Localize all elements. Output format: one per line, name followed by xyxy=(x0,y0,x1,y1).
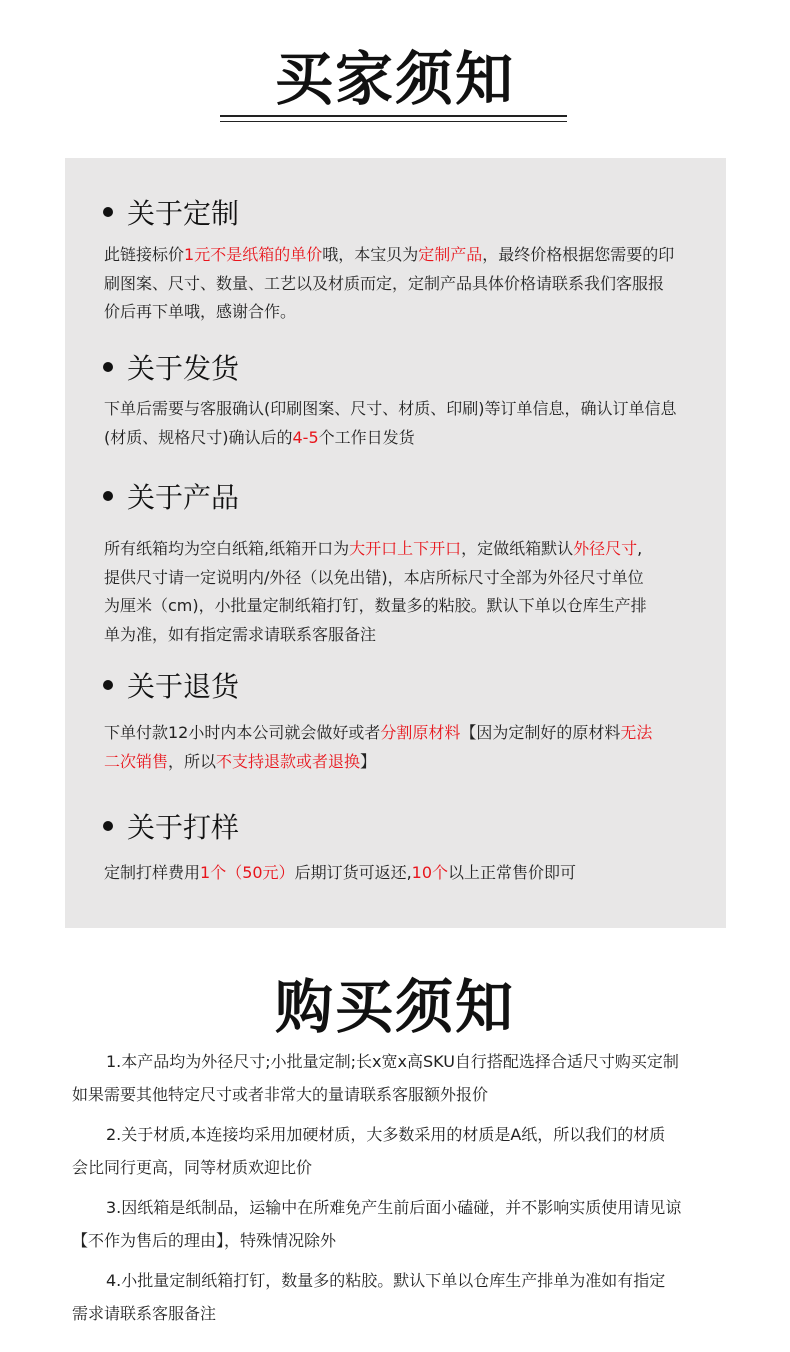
body-text: 以上正常售价即可 xyxy=(448,863,577,882)
bullet-icon xyxy=(103,680,113,690)
body-line xyxy=(104,270,714,299)
section-body-sampling xyxy=(104,859,714,888)
body-text: 】 xyxy=(360,751,377,771)
body-text: , xyxy=(637,539,643,558)
highlight-text: 1个（50元） xyxy=(200,863,295,882)
notice-rest-line: 需求请联系客服备注 xyxy=(72,1304,217,1323)
body-line xyxy=(104,719,714,748)
body-line xyxy=(104,298,714,327)
body-line xyxy=(104,535,714,564)
section-heading-label: 关于打样 xyxy=(127,811,240,844)
notice-rest-line: 如果需要其他特定尺寸或者非常大的量请联系客服额外报价 xyxy=(72,1085,489,1104)
body-line xyxy=(104,859,714,888)
notice-rest-line: 会比同行更高，同等材质欢迎比价 xyxy=(72,1158,313,1177)
page-title-purchase-notice: 购买须知 xyxy=(274,973,515,1041)
bullet-icon xyxy=(103,821,113,831)
section-heading-shipping xyxy=(103,347,239,387)
title-divider xyxy=(220,115,567,122)
body-text: ，所以 xyxy=(168,751,217,771)
body-line xyxy=(104,395,714,424)
notice-first-line: 3.因纸箱是纸制品，运输中在所难免产生前后面小磕碰，并不影响实质使用请见谅 xyxy=(106,1198,682,1217)
highlight-text: 4-5 xyxy=(292,427,319,447)
highlight-text: 不支持退款或者退换 xyxy=(216,751,361,771)
body-text: ，最终价格根据您需要的印 xyxy=(482,245,675,264)
body-text: 所有纸箱均为空白纸箱,纸箱开口为 xyxy=(104,539,350,558)
body-text: 哦，本宝贝为 xyxy=(322,245,419,264)
notice-item xyxy=(72,1118,732,1184)
page-title-buyer-notice: 买家须知 xyxy=(274,45,515,113)
body-text: (材质、规格尺寸)确认后的 xyxy=(104,427,293,447)
body-text: 定制打样费用 xyxy=(104,863,201,882)
body-text: 单为准，如有指定需求请联系客服备注 xyxy=(104,624,377,644)
section-body-custom xyxy=(104,241,714,327)
highlight-text: 外径尺寸 xyxy=(573,539,638,558)
notice-item xyxy=(72,1045,732,1111)
body-text: 刷图案、尺寸、数量、工艺以及材质而定，定制产品具体价格请联系我们客服报 xyxy=(104,273,665,293)
body-line xyxy=(104,424,714,453)
body-line xyxy=(104,241,714,270)
body-text: ，定做纸箱默认 xyxy=(461,539,574,558)
body-text: 为厘米（cm)，小批量定制纸箱打钉，数量多的粘胶。默认下单以仓库生产排 xyxy=(104,596,647,615)
bullet-icon xyxy=(103,491,113,501)
section-body-product xyxy=(104,535,714,649)
body-text: 此链接标价 xyxy=(104,245,185,264)
body-text: 个工作日发货 xyxy=(318,427,415,447)
body-line xyxy=(104,748,714,777)
notice-rest-line: 【不作为售后的理由】，特殊情况除外 xyxy=(72,1231,337,1250)
highlight-text: 二次销售 xyxy=(104,751,169,771)
notice-first-line: 4.小批量定制纸箱打钉，数量多的粘胶。默认下单以仓库生产排单为准如有指定 xyxy=(106,1271,666,1290)
body-text: 【因为定制好的原材料 xyxy=(460,723,621,742)
notice-first-line: 1.本产品均为外径尺寸;小批量定制;长x宽x高SKU自行搭配选择合适尺寸购买定制 xyxy=(106,1052,679,1071)
notice-item xyxy=(72,1191,732,1257)
bullet-icon xyxy=(103,362,113,372)
body-text: 后期订货可返还, xyxy=(294,863,412,882)
body-text: 下单付款12小时内本公司就会做好或者 xyxy=(104,723,381,742)
highlight-text: 定制产品 xyxy=(418,245,483,264)
highlight-text: 分割原材料 xyxy=(380,723,461,742)
body-text: 提供尺寸请一定说明内/外径（以免出错)，本店所标尺寸全部为外径尺寸单位 xyxy=(104,567,644,587)
section-heading-sampling xyxy=(103,806,239,846)
section-heading-label: 关于定制 xyxy=(127,197,240,230)
section-body-returns xyxy=(104,719,714,776)
section-body-shipping xyxy=(104,395,714,452)
notice-item xyxy=(72,1264,732,1330)
section-heading-label: 关于退货 xyxy=(127,670,240,703)
body-text: 价后再下单哦，感谢合作。 xyxy=(104,302,297,321)
highlight-text: 大开口上下开口 xyxy=(349,539,462,558)
body-line xyxy=(104,592,714,621)
highlight-text: 10个 xyxy=(411,863,449,882)
section-heading-label: 关于发货 xyxy=(127,352,240,385)
notice-first-line: 2.关于材质,本连接均采用加硬材质，大多数采用的材质是A纸，所以我们的材质 xyxy=(106,1125,666,1144)
body-line xyxy=(104,564,714,593)
bullet-icon xyxy=(103,207,113,217)
body-line xyxy=(104,621,714,650)
highlight-text: 1元不是纸箱的单价 xyxy=(184,245,323,264)
highlight-text: 无法 xyxy=(620,723,653,742)
section-heading-product xyxy=(103,476,239,516)
body-text: 下单后需要与客服确认(印刷图案、尺寸、材质、印刷)等订单信息，确认订单信息 xyxy=(104,399,677,418)
section-heading-returns xyxy=(103,665,239,705)
section-heading-label: 关于产品 xyxy=(127,481,240,514)
section-heading-custom xyxy=(103,192,239,232)
